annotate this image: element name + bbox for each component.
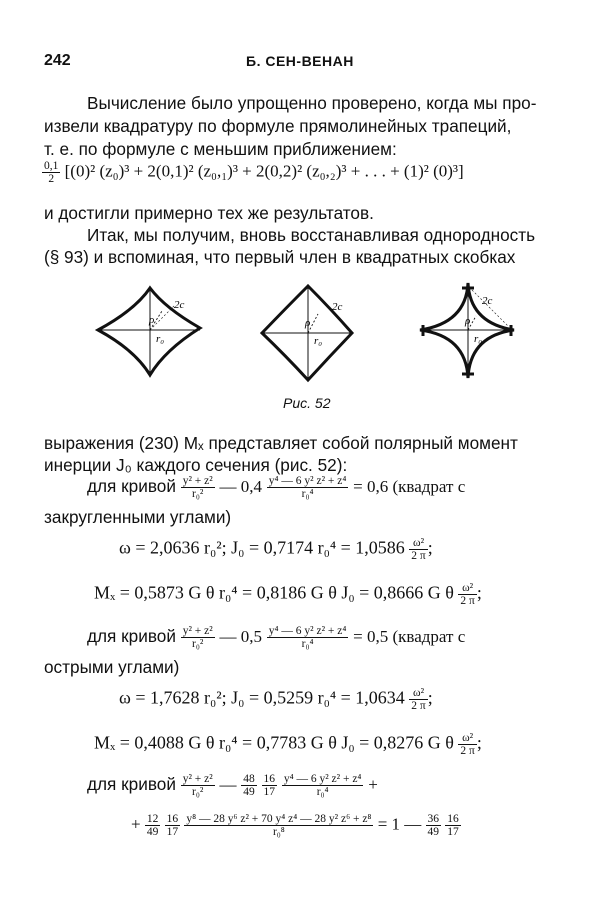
label-r0: r₀ xyxy=(314,335,323,347)
concave-star-shape xyxy=(420,283,514,378)
figure-caption: Рис. 52 xyxy=(283,395,331,411)
figure-52 xyxy=(90,278,550,390)
curve-1-equation: для кривой $\frac{\text{y² + z²}}{\text{r₀²}}$ — 0,4 $\frac{\text{y⁴ — 6 y² z² + z⁴}}{\text{r₀⁴}}$ = 0,6 (квадрат с xyxy=(87,475,466,501)
label-2c: 2c xyxy=(174,299,185,311)
fraction: $\frac{16}{17}$ xyxy=(263,773,276,799)
label-rho: ρ xyxy=(149,314,155,326)
fraction: $\frac{16}{17}$ xyxy=(447,813,459,839)
running-title: Б. СЕН-ВЕНАН xyxy=(246,53,354,69)
curve-2-equation: для кривой $\frac{\text{y² + z²}}{\text{r₀²}}$ — 0,5 $\frac{\text{y⁴ — 6 y² z² + z⁴}}{\text{r₀⁴}}$ = 0,5 (квадрат с xyxy=(87,625,466,651)
fraction: $\frac{\text{ω²}}{2 \pi}$ xyxy=(460,582,475,608)
paragraph-line: (§ 93) и вспоминая, что первый член в квадратных скобках xyxy=(44,247,516,267)
label-r0: r₀ xyxy=(156,333,165,345)
rounded-square-shape xyxy=(98,288,200,375)
fraction: $\frac{\text{y² + z²}}{\text{r₀²}}$ xyxy=(182,773,213,799)
label-2c: 2c xyxy=(482,295,493,307)
paragraph-line: Итак, мы получим, вновь восстанавливая однородность xyxy=(87,225,536,245)
fraction: $\frac{\text{y² + z²}}{\text{r₀²}}$ xyxy=(182,625,213,651)
label-2c: 2c xyxy=(332,301,343,313)
fraction: $\frac{36}{49}$ xyxy=(427,813,440,839)
paragraph-line: т. е. по формуле с меньшим приближением: xyxy=(44,139,397,159)
fraction: $\frac{16}{17}$ xyxy=(166,813,179,839)
label-r0: r₀ xyxy=(474,333,483,345)
paragraph-line: инерции J₀ каждого сечения (рис. 52): xyxy=(44,455,348,475)
paragraph-line: Вычисление было упрощенно проверено, когда мы про- xyxy=(87,93,537,113)
fraction: $\frac{\text{y⁴ — 6 y² z² + z⁴}}{\text{r₀⁴}}$ xyxy=(283,773,362,799)
fraction: $\frac{\text{ω²}}{2 \pi}$ xyxy=(411,687,426,713)
paragraph-line: и достигли примерно тех же результатов. xyxy=(44,203,374,223)
fraction: $\frac{48}{49}$ xyxy=(243,773,255,799)
fraction: $\frac{12}{49}$ xyxy=(146,813,159,839)
omega-equation-2: ω = 1,7628 r₀²; J₀ = 0,5259 r₀⁴ = 1,0634 $\frac{\text{ω²}}{2 \pi}$ ; xyxy=(119,687,433,713)
omega-equation-1: ω = 2,0636 r₀²; J₀ = 0,7174 r₀⁴ = 1,0586 $\frac{\text{ω²}}{2 \pi}$ ; xyxy=(119,537,433,563)
quadrature-formula: $\frac{0,1}{2}$ [(0)² (z₀)³ + 2(0,1)² (z₀,₁)³ + 2(0,2)² (z₀,₂)³ + . . . + (1)² (0)³] xyxy=(44,160,464,186)
paragraph-line: выражения (230) Mₓ представляет собой полярный момент xyxy=(44,433,518,453)
fraction: $\frac{0,1}{2}$ xyxy=(44,160,59,186)
label-rho: ρ xyxy=(465,315,471,327)
fraction: $\frac{\text{y⁴ — 6 y² z² + z⁴}}{\text{r₀⁴}}$ xyxy=(268,475,347,501)
curve-3-equation-line-2: + $\frac{12}{49}$ $\frac{16}{17}$ $\frac{\text{y⁸ — 28 y⁶ z² + 70 y⁴ z⁴ — 28 y² z⁶ + z⁸}}{\text{r₀⁸}}$ = 1 — $\frac{36}{49}$ $\frac{16}{17}$ xyxy=(131,813,459,839)
fraction: $\frac{\text{ω²}}{2 \pi}$ xyxy=(411,537,426,563)
label-rho: ρ xyxy=(305,317,311,329)
curve-3-equation: для кривой $\frac{\text{y² + z²}}{\text{r₀²}}$ — $\frac{48}{49}$ $\frac{16}{17}$ $\frac{\text{y⁴ — 6 y² z² + z⁴}}{\text{r₀⁴}}$ + xyxy=(87,773,378,799)
paragraph-line: острыми углами) xyxy=(44,657,180,677)
paragraph-line: извели квадратуру по формуле прямолинейных трапеций, xyxy=(44,116,512,136)
moment-equation-2: Mₓ = 0,4088 G θ r₀⁴ = 0,7783 G θ J₀ = 0,8276 G θ $\frac{\text{ω²}}{2 \pi}$ ; xyxy=(94,732,482,758)
paragraph-line: закругленными углами) xyxy=(44,507,232,527)
fraction: $\frac{\text{ω²}}{2 \pi}$ xyxy=(460,732,475,758)
fraction: $\frac{\text{y⁸ — 28 y⁶ z² + 70 y⁴ z⁴ — 28 y² z⁶ + z⁸}}{\text{r₀⁸}}$ xyxy=(186,813,372,839)
fraction: $\frac{\text{y⁴ — 6 y² z² + z⁴}}{\text{r₀⁴}}$ xyxy=(268,625,347,651)
page-number: 242 xyxy=(44,52,71,69)
fraction: $\frac{\text{y² + z²}}{\text{r₀²}}$ xyxy=(182,475,213,501)
moment-equation-1: Mₓ = 0,5873 G θ r₀⁴ = 0,8186 G θ J₀ = 0,8666 G θ $\frac{\text{ω²}}{2 \pi}$ ; xyxy=(94,582,482,608)
